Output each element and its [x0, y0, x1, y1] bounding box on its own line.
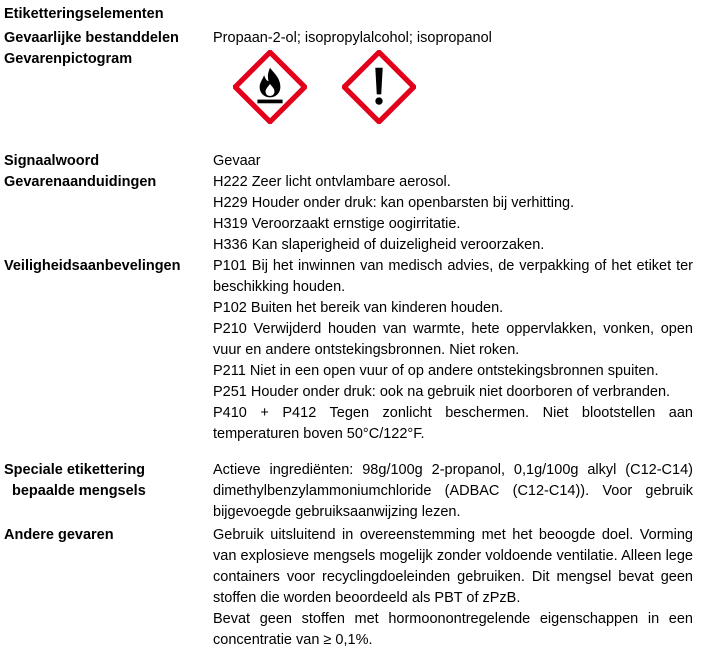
hazardous-components-label: Gevaarlijke bestanddelen — [4, 30, 179, 46]
hazard-statements-list — [213, 172, 693, 256]
other-hazard: Gebruik uitsluitend in overeenstemming met het beoogde doel. Vorming van explosieve mengsels mogelijk zonder voldoende ventilatie. Alleen lege containers voor recyclingdoeleinden gebruiken. Dit mengsel bevat geen stoffen die worden beoordeeld als PBT of zPzB. — [213, 527, 693, 606]
hazard-statement: H336 Kan slaperigheid of duizeligheid veroorzaken. — [213, 237, 545, 253]
hazard-statements-label: Gevarenaanduidingen — [4, 174, 157, 190]
hazardous-components-value: Propaan-2-ol; isopropylalcohol; isopropanol — [213, 30, 492, 46]
hazard-statement: H319 Veroorzaakt ernstige oogirritatie. — [213, 216, 461, 232]
precautionary-statements-label: Veiligheidsaanbevelingen — [4, 258, 181, 274]
precautionary-statement: P211 Niet in een open vuur of op andere ontstekingsbronnen spuiten. — [213, 363, 659, 379]
signal-word-label: Signaalwoord — [4, 153, 100, 169]
exclamation-mark-icon — [342, 50, 416, 124]
special-labelling-value: Actieve ingrediënten: 98g/100g 2-propanol, 0,1g/100g alkyl (C12-C14) dimethylbenzylammoniumchloride (ADBAC (C12-C14)). Voor gebruik bijgevoegde gebruiksaanwijzing lezen. — [213, 462, 693, 520]
pictograms-label: Gevarenpictogram — [4, 51, 133, 67]
other-hazards-list — [213, 525, 693, 651]
special-labelling-label-line1: Speciale etikettering — [4, 462, 146, 478]
special-labelling-label — [4, 460, 209, 502]
special-labelling-list — [213, 460, 693, 523]
hazard-statement: H229 Houder onder druk: kan openbarsten bij verhitting. — [213, 195, 575, 211]
hazard-statement: H222 Zeer licht ontvlambare aerosol. — [213, 174, 451, 190]
section-title: Etiketteringselementen — [4, 6, 164, 22]
signal-word-value: Gevaar — [213, 153, 261, 169]
precautionary-statements-list — [213, 256, 693, 445]
other-hazards-label: Andere gevaren — [4, 527, 114, 543]
precautionary-statement: P210 Verwijderd houden van warmte, hete oppervlakken, vonken, open vuur en andere ontstekingsbronnen. Niet roken. — [213, 321, 693, 358]
special-labelling-label-line2: bepaalde mengsels — [12, 483, 146, 499]
precautionary-statement: P102 Buiten het bereik van kinderen houden. — [213, 300, 504, 316]
precautionary-statement: P410 + P412 Tegen zonlicht beschermen. Niet blootstellen aan temperaturen boven 50°C/122°F. — [213, 405, 693, 442]
other-hazard: Bevat geen stoffen met hormoonontregelende eigenschappen in een concentratie van ≥ 0,1%. — [213, 611, 693, 648]
precautionary-statement: P101 Bij het inwinnen van medisch advies, de verpakking of het etiket ter beschikking houden. — [213, 258, 693, 295]
precautionary-statement: P251 Houder onder druk: ook na gebruik niet doorboren of verbranden. — [213, 384, 671, 400]
flame-icon — [233, 50, 307, 124]
